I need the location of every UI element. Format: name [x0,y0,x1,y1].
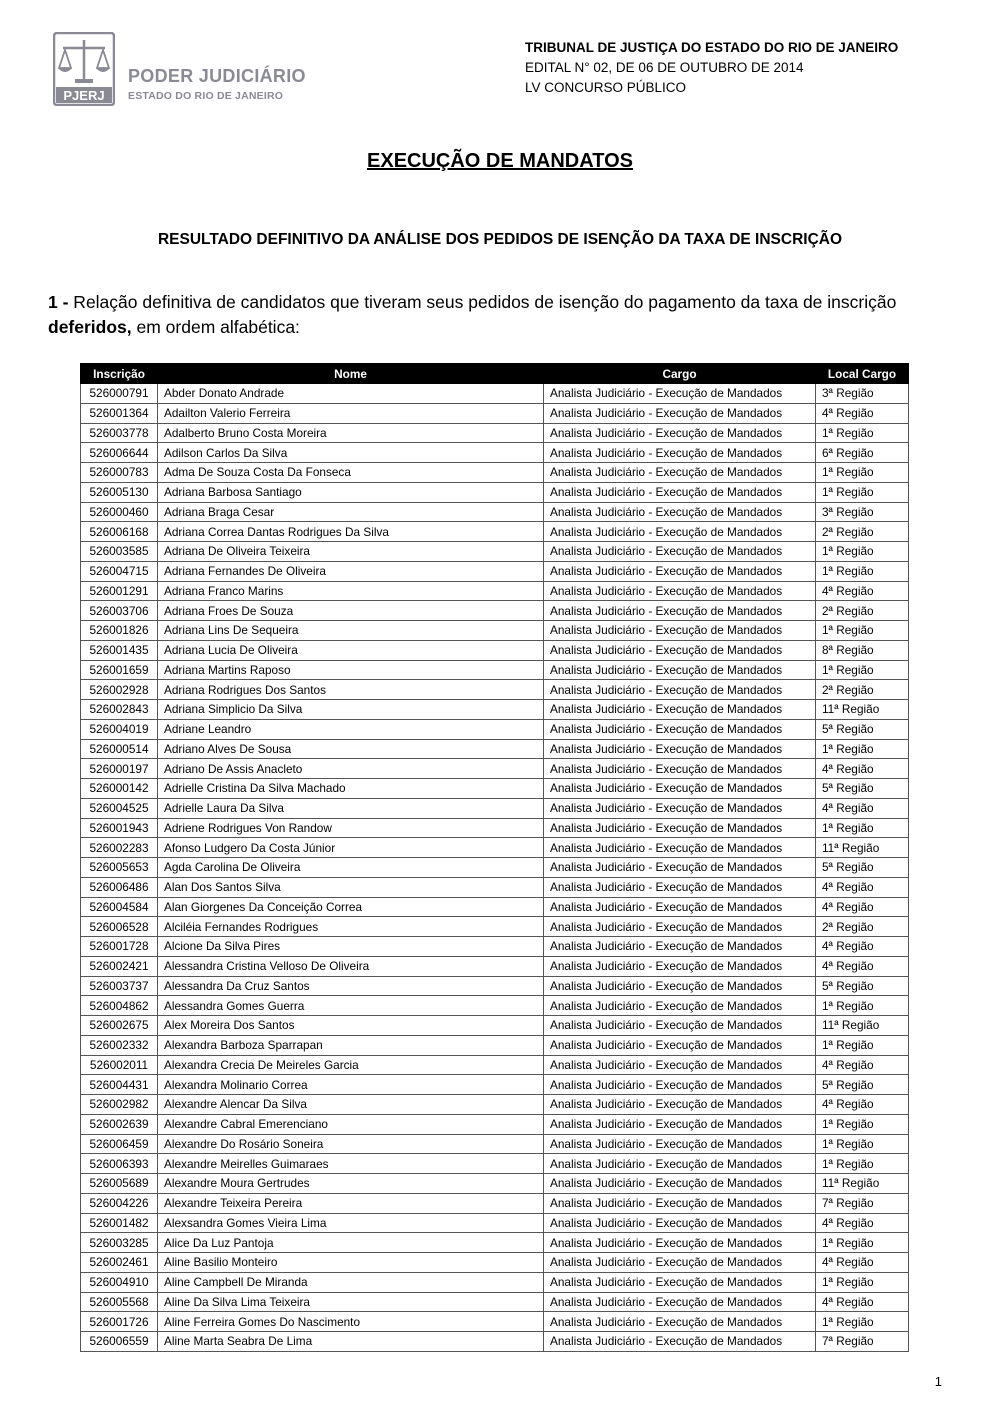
cell-local-cargo: 4ª Região [816,403,909,423]
table-row [81,1233,909,1253]
cell-inscricao: 526004862 [81,996,158,1016]
cell-nome: Aline Marta Seabra De Lima [158,1332,544,1352]
cell-inscricao: 526002843 [81,700,158,720]
court-name: TRIBUNAL DE JUSTIÇA DO ESTADO DO RIO DE JANEIRO [525,40,899,55]
cell-inscricao: 526001659 [81,660,158,680]
cell-cargo: Analista Judiciário - Execução de Mandados [544,1095,816,1115]
cell-nome: Alexandre Cabral Emerenciano [158,1114,544,1134]
contest-name: LV CONCURSO PÚBLICO [525,80,687,95]
table-row [81,1055,909,1075]
table-row [81,423,909,443]
cell-inscricao: 526005568 [81,1292,158,1312]
cell-nome: Agda Carolina De Oliveira [158,858,544,878]
header-nome: Nome [158,364,544,384]
cell-inscricao: 526002639 [81,1114,158,1134]
table-row [81,621,909,641]
cell-cargo: Analista Judiciário - Execução de Mandados [544,956,816,976]
cell-nome: Aline Da Silva Lima Teixeira [158,1292,544,1312]
cell-cargo: Analista Judiciário - Execução de Mandados [544,1016,816,1036]
cell-inscricao: 526001728 [81,937,158,957]
cell-nome: Alexandre Alencar Da Silva [158,1095,544,1115]
cell-local-cargo: 7ª Região [816,1193,909,1213]
table-row [81,443,909,463]
cell-local-cargo: 2ª Região [816,680,909,700]
candidates-table [80,363,909,1352]
cell-cargo: Analista Judiciário - Execução de Mandados [544,877,816,897]
cell-local-cargo: 1ª Região [816,621,909,641]
cell-local-cargo: 1ª Região [816,1114,909,1134]
cell-cargo: Analista Judiciário - Execução de Mandados [544,443,816,463]
cell-cargo: Analista Judiciário - Execução de Mandados [544,897,816,917]
table-row [81,660,909,680]
page-title: EXECUÇÃO DE MANDATOS [367,150,633,172]
intro-tail: em ordem alfabética: [131,317,300,337]
cell-inscricao: 526003585 [81,542,158,562]
cell-local-cargo: 4ª Região [816,1095,909,1115]
table-row [81,1154,909,1174]
cell-cargo: Analista Judiciário - Execução de Mandados [544,1035,816,1055]
cell-local-cargo: 5ª Região [816,858,909,878]
cell-nome: Adriana Rodrigues Dos Santos [158,680,544,700]
cell-local-cargo: 4ª Região [816,1292,909,1312]
cell-local-cargo: 1ª Região [816,463,909,483]
cell-cargo: Analista Judiciário - Execução de Mandados [544,759,816,779]
table-row [81,680,909,700]
table-row [81,482,909,502]
cell-cargo: Analista Judiciário - Execução de Mandados [544,818,816,838]
table-row [81,759,909,779]
table-row [81,522,909,542]
cell-local-cargo: 5ª Região [816,976,909,996]
table-row [81,542,909,562]
table-row [81,1332,909,1352]
cell-inscricao: 526004019 [81,719,158,739]
logo-brand: PJERJ [63,88,105,103]
table-row [81,937,909,957]
cell-nome: Adriano Alves De Sousa [158,739,544,759]
cell-cargo: Analista Judiciário - Execução de Mandados [544,1332,816,1352]
cell-nome: Alan Dos Santos Silva [158,877,544,897]
cell-nome: Alcione Da Silva Pires [158,937,544,957]
cell-cargo: Analista Judiciário - Execução de Mandados [544,1213,816,1233]
cell-cargo: Analista Judiciário - Execução de Mandados [544,739,816,759]
cell-local-cargo: 1ª Região [816,996,909,1016]
cell-local-cargo: 1ª Região [816,423,909,443]
cell-nome: Adma De Souza Costa Da Fonseca [158,463,544,483]
table-row [81,1312,909,1332]
cell-inscricao: 526003737 [81,976,158,996]
cell-local-cargo: 5ª Região [816,779,909,799]
cell-inscricao: 526005653 [81,858,158,878]
cell-inscricao: 526001364 [81,403,158,423]
header-inscricao: Inscrição [81,364,158,384]
table-row [81,838,909,858]
table-body [81,384,909,1352]
cell-local-cargo: 2ª Região [816,522,909,542]
table-row [81,1272,909,1292]
cell-cargo: Analista Judiciário - Execução de Mandados [544,463,816,483]
cell-inscricao: 526006559 [81,1332,158,1352]
table-row [81,502,909,522]
cell-cargo: Analista Judiciário - Execução de Mandados [544,561,816,581]
cell-cargo: Analista Judiciário - Execução de Mandados [544,1055,816,1075]
cell-cargo: Analista Judiciário - Execução de Mandados [544,1292,816,1312]
table-row [81,858,909,878]
cell-nome: Alan Giorgenes Da Conceição Correa [158,897,544,917]
cell-cargo: Analista Judiciário - Execução de Mandados [544,719,816,739]
cell-nome: Adriana Martins Raposo [158,660,544,680]
cell-cargo: Analista Judiciário - Execução de Mandados [544,1312,816,1332]
cell-inscricao: 526000791 [81,384,158,404]
cell-nome: Adailton Valerio Ferreira [158,403,544,423]
cell-nome: Alessandra Gomes Guerra [158,996,544,1016]
table-row [81,640,909,660]
table-row [81,384,909,404]
cell-local-cargo: 1ª Região [816,818,909,838]
cell-inscricao: 526001826 [81,621,158,641]
cell-local-cargo: 4ª Região [816,937,909,957]
table-row [81,1035,909,1055]
cell-inscricao: 526003706 [81,601,158,621]
cell-nome: Adriana Simplicio Da Silva [158,700,544,720]
cell-inscricao: 526004584 [81,897,158,917]
table-row [81,1114,909,1134]
table-row [81,818,909,838]
cell-nome: Alessandra Cristina Velloso De Oliveira [158,956,544,976]
cell-local-cargo: 1ª Região [816,1233,909,1253]
cell-local-cargo: 8ª Região [816,640,909,660]
table-row [81,1193,909,1213]
cell-inscricao: 526002011 [81,1055,158,1075]
cell-nome: Alice Da Luz Pantoja [158,1233,544,1253]
cell-inscricao: 526006459 [81,1134,158,1154]
table-row [81,1095,909,1115]
cell-local-cargo: 2ª Região [816,917,909,937]
pjerj-logo [50,30,306,110]
cell-cargo: Analista Judiciário - Execução de Mandados [544,1233,816,1253]
cell-cargo: Analista Judiciário - Execução de Mandados [544,700,816,720]
cell-nome: Adriana De Oliveira Teixeira [158,542,544,562]
table-row [81,581,909,601]
cell-inscricao: 526001291 [81,581,158,601]
cell-nome: Adriana Fernandes De Oliveira [158,561,544,581]
cell-inscricao: 526000197 [81,759,158,779]
logo-title: PODER JUDICIÁRIO [128,66,306,86]
cell-nome: Alexsandra Gomes Vieira Lima [158,1213,544,1233]
cell-nome: Adriene Rodrigues Von Randow [158,818,544,838]
cell-inscricao: 526000460 [81,502,158,522]
cell-nome: Adriano De Assis Anacleto [158,759,544,779]
cell-nome: Aline Ferreira Gomes Do Nascimento [158,1312,544,1332]
table-row [81,1292,909,1312]
cell-inscricao: 526004910 [81,1272,158,1292]
cell-cargo: Analista Judiciário - Execução de Mandados [544,581,816,601]
cell-local-cargo: 3ª Região [816,384,909,404]
table-row [81,1213,909,1233]
cell-inscricao: 526000514 [81,739,158,759]
cell-nome: Adilson Carlos Da Silva [158,443,544,463]
cell-cargo: Analista Judiciário - Execução de Mandados [544,660,816,680]
cell-local-cargo: 4ª Região [816,1253,909,1273]
header-cargo: Cargo [544,364,816,384]
cell-cargo: Analista Judiciário - Execução de Mandados [544,1134,816,1154]
table-row [81,403,909,423]
cell-cargo: Analista Judiciário - Execução de Mandados [544,937,816,957]
cell-local-cargo: 4ª Região [816,897,909,917]
cell-local-cargo: 4ª Região [816,877,909,897]
cell-inscricao: 526005689 [81,1174,158,1194]
cell-inscricao: 526002675 [81,1016,158,1036]
cell-inscricao: 526005130 [81,482,158,502]
table-row [81,976,909,996]
cell-local-cargo: 4ª Região [816,759,909,779]
logo-subtitle: ESTADO DO RIO DE JANEIRO [128,90,284,102]
cell-local-cargo: 7ª Região [816,1332,909,1352]
header-local-cargo: Local Cargo [816,364,909,384]
cell-nome: Alexandre Do Rosário Soneira [158,1134,544,1154]
cell-inscricao: 526001435 [81,640,158,660]
cell-cargo: Analista Judiciário - Execução de Mandados [544,1174,816,1194]
intro-paragraph [48,290,953,340]
table-row [81,897,909,917]
cell-nome: Alexandra Crecia De Meireles Garcia [158,1055,544,1075]
cell-nome: Adriana Froes De Souza [158,601,544,621]
intro-bold-word: deferidos, [48,317,132,337]
table-row [81,996,909,1016]
cell-cargo: Analista Judiciário - Execução de Mandados [544,1154,816,1174]
cell-cargo: Analista Judiciário - Execução de Mandados [544,1114,816,1134]
cell-local-cargo: 11ª Região [816,1016,909,1036]
cell-local-cargo: 11ª Região [816,1174,909,1194]
cell-nome: Alexandre Teixeira Pereira [158,1193,544,1213]
cell-nome: Adriana Franco Marins [158,581,544,601]
cell-inscricao: 526002928 [81,680,158,700]
cell-nome: Alexandra Molinario Correa [158,1075,544,1095]
cell-cargo: Analista Judiciário - Execução de Mandados [544,976,816,996]
cell-inscricao: 526004431 [81,1075,158,1095]
intro-text: Relação definitiva de candidatos que tiveram seus pedidos de isenção do pagamento da taxa de inscrição [68,292,897,312]
cell-local-cargo: 1ª Região [816,1312,909,1332]
cell-nome: Abder Donato Andrade [158,384,544,404]
cell-local-cargo: 1ª Região [816,561,909,581]
cell-inscricao: 526006644 [81,443,158,463]
cell-local-cargo: 1ª Região [816,1035,909,1055]
cell-cargo: Analista Judiciário - Execução de Mandados [544,1272,816,1292]
cell-nome: Adrielle Laura Da Silva [158,798,544,818]
table-row [81,719,909,739]
cell-nome: Adriana Barbosa Santiago [158,482,544,502]
cell-cargo: Analista Judiciário - Execução de Mandados [544,384,816,404]
cell-nome: Alciléia Fernandes Rodrigues [158,917,544,937]
table-row [81,779,909,799]
cell-inscricao: 526002421 [81,956,158,976]
cell-cargo: Analista Judiciário - Execução de Mandados [544,482,816,502]
cell-cargo: Analista Judiciário - Execução de Mandados [544,996,816,1016]
table-row [81,917,909,937]
cell-local-cargo: 4ª Região [816,1055,909,1075]
edict-reference: EDITAL N° 02, DE 06 DE OUTUBRO DE 2014 [525,60,804,75]
cell-inscricao: 526001943 [81,818,158,838]
table-row [81,463,909,483]
cell-cargo: Analista Judiciário - Execução de Mandados [544,502,816,522]
cell-local-cargo: 1ª Região [816,1272,909,1292]
cell-cargo: Analista Judiciário - Execução de Mandados [544,542,816,562]
cell-cargo: Analista Judiciário - Execução de Mandados [544,798,816,818]
cell-inscricao: 526003778 [81,423,158,443]
cell-local-cargo: 3ª Região [816,502,909,522]
page-subtitle: RESULTADO DEFINITIVO DA ANÁLISE DOS PEDIDOS DE ISENÇÃO DA TAXA DE INSCRIÇÃO [157,231,843,248]
cell-cargo: Analista Judiciário - Execução de Mandados [544,779,816,799]
cell-cargo: Analista Judiciário - Execução de Mandados [544,621,816,641]
cell-nome: Alexandre Meirelles Guimaraes [158,1154,544,1174]
cell-cargo: Analista Judiciário - Execução de Mandados [544,1253,816,1273]
document-header [525,38,898,98]
cell-nome: Adriana Lucia De Oliveira [158,640,544,660]
page-number: 1 [934,1374,942,1389]
cell-inscricao: 526004226 [81,1193,158,1213]
cell-local-cargo: 11ª Região [816,838,909,858]
cell-nome: Aline Campbell De Miranda [158,1272,544,1292]
cell-cargo: Analista Judiciário - Execução de Mandados [544,601,816,621]
cell-local-cargo: 1ª Região [816,542,909,562]
cell-inscricao: 526000783 [81,463,158,483]
table-row [81,700,909,720]
cell-cargo: Analista Judiciário - Execução de Mandados [544,1075,816,1095]
cell-local-cargo: 1ª Região [816,1154,909,1174]
cell-inscricao: 526002982 [81,1095,158,1115]
cell-local-cargo: 1ª Região [816,739,909,759]
cell-nome: Aline Basilio Monteiro [158,1253,544,1273]
cell-inscricao: 526004715 [81,561,158,581]
cell-nome: Afonso Ludgero Da Costa Júnior [158,838,544,858]
cell-local-cargo: 5ª Região [816,719,909,739]
cell-nome: Adriana Correa Dantas Rodrigues Da Silva [158,522,544,542]
table-row [81,1174,909,1194]
cell-inscricao: 526001726 [81,1312,158,1332]
table-row [81,798,909,818]
scales-of-justice-icon [53,32,115,106]
cell-local-cargo: 1ª Região [816,660,909,680]
cell-cargo: Analista Judiciário - Execução de Mandados [544,1193,816,1213]
cell-inscricao: 526006528 [81,917,158,937]
cell-cargo: Analista Judiciário - Execução de Mandados [544,522,816,542]
cell-local-cargo: 2ª Região [816,601,909,621]
cell-inscricao: 526006168 [81,522,158,542]
cell-inscricao: 526002283 [81,838,158,858]
cell-cargo: Analista Judiciário - Execução de Mandados [544,680,816,700]
cell-cargo: Analista Judiciário - Execução de Mandados [544,403,816,423]
cell-local-cargo: 4ª Região [816,581,909,601]
cell-inscricao: 526006486 [81,877,158,897]
cell-inscricao: 526002461 [81,1253,158,1273]
cell-local-cargo: 5ª Região [816,1075,909,1095]
cell-local-cargo: 1ª Região [816,1134,909,1154]
cell-cargo: Analista Judiciário - Execução de Mandados [544,423,816,443]
cell-cargo: Analista Judiciário - Execução de Mandados [544,917,816,937]
table-row [81,1253,909,1273]
cell-inscricao: 526002332 [81,1035,158,1055]
cell-cargo: Analista Judiciário - Execução de Mandados [544,858,816,878]
cell-nome: Adriana Braga Cesar [158,502,544,522]
cell-cargo: Analista Judiciário - Execução de Mandados [544,640,816,660]
cell-nome: Alexandre Moura Gertrudes [158,1174,544,1194]
cell-nome: Alex Moreira Dos Santos [158,1016,544,1036]
table-header-row [81,364,909,384]
cell-nome: Adriane Leandro [158,719,544,739]
cell-inscricao: 526001482 [81,1213,158,1233]
cell-local-cargo: 6ª Região [816,443,909,463]
cell-nome: Adriana Lins De Sequeira [158,621,544,641]
cell-local-cargo: 11ª Região [816,700,909,720]
table-row [81,1075,909,1095]
table-row [81,1134,909,1154]
table-row [81,739,909,759]
cell-nome: Alessandra Da Cruz Santos [158,976,544,996]
table-row [81,1016,909,1036]
cell-nome: Adrielle Cristina Da Silva Machado [158,779,544,799]
table-row [81,877,909,897]
cell-local-cargo: 4ª Região [816,798,909,818]
cell-local-cargo: 4ª Região [816,956,909,976]
intro-number: 1 - [48,292,69,312]
table-row [81,561,909,581]
cell-nome: Alexandra Barboza Sparrapan [158,1035,544,1055]
cell-inscricao: 526003285 [81,1233,158,1253]
cell-local-cargo: 1ª Região [816,482,909,502]
cell-local-cargo: 4ª Região [816,1213,909,1233]
cell-cargo: Analista Judiciário - Execução de Mandados [544,838,816,858]
cell-inscricao: 526006393 [81,1154,158,1174]
table-row [81,956,909,976]
table-row [81,601,909,621]
cell-inscricao: 526004525 [81,798,158,818]
cell-inscricao: 526000142 [81,779,158,799]
cell-nome: Adalberto Bruno Costa Moreira [158,423,544,443]
